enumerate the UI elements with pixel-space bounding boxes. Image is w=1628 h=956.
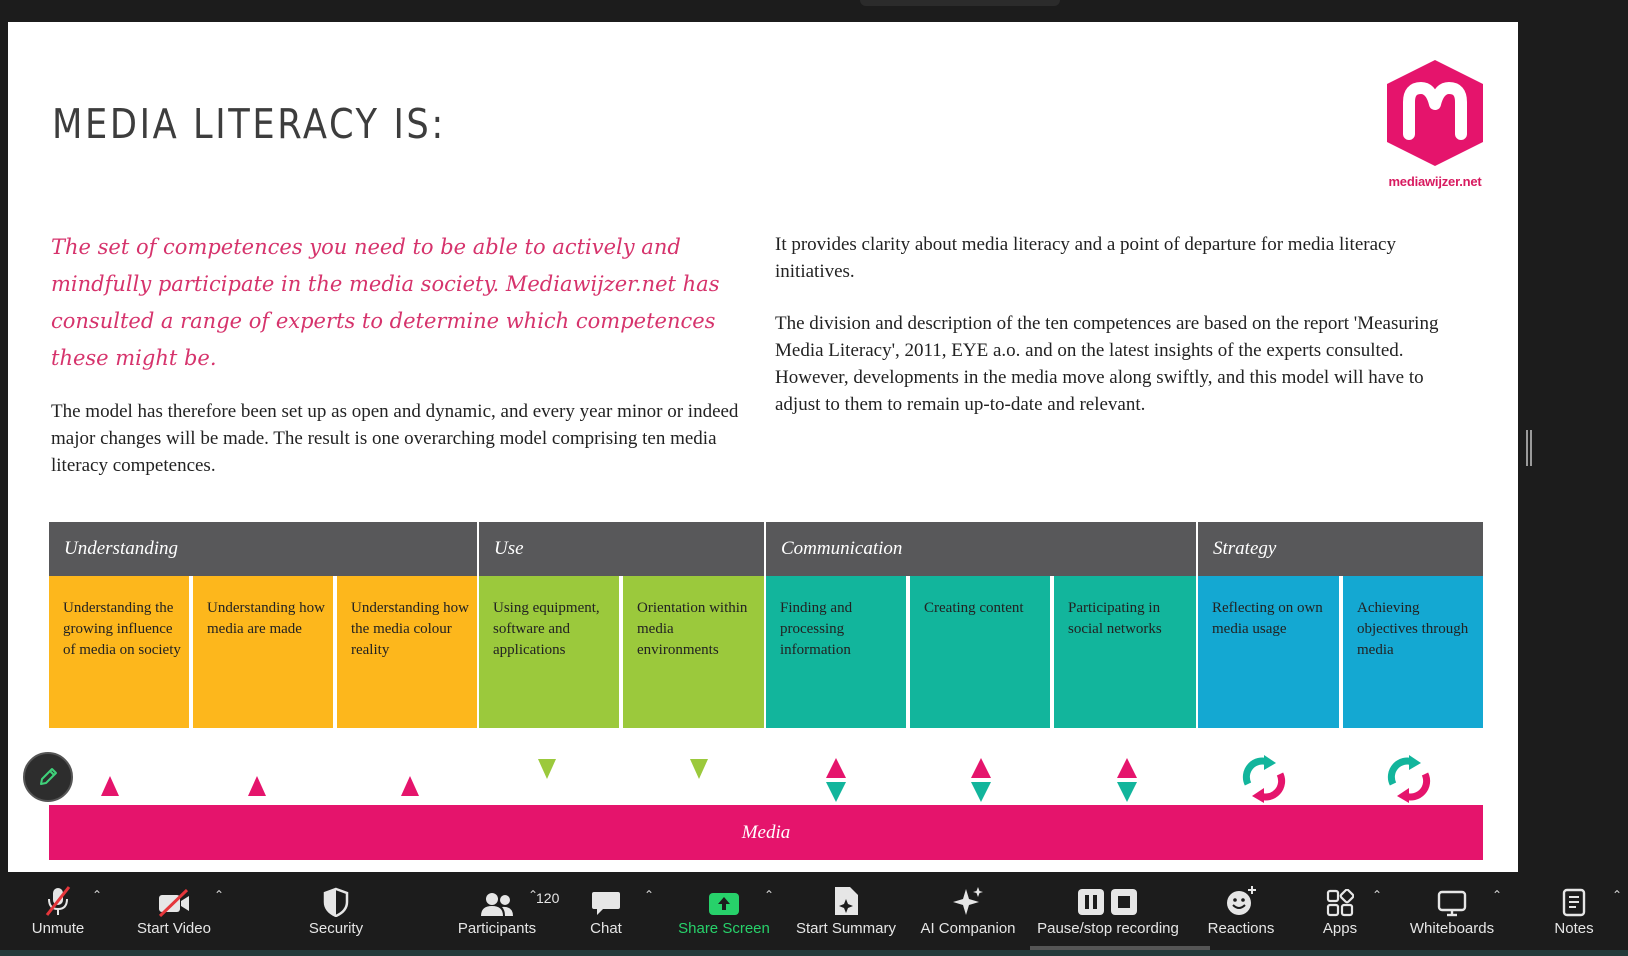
logo-text: mediawijzer.net — [1388, 174, 1482, 189]
shared-slide — [8, 22, 1518, 872]
bidirectional-arrow-icon — [1116, 757, 1138, 803]
competence-cell: Participating in social networks — [1054, 576, 1196, 728]
reactions-smiley-icon — [1225, 885, 1257, 917]
share-screen-label: Share Screen — [678, 920, 770, 937]
video-off-icon — [157, 889, 191, 917]
whiteboards-options-chevron-icon[interactable]: ⌃ — [1492, 888, 1503, 902]
share-screen-icon — [708, 891, 740, 917]
competence-cell: Understanding the growing influence of media on society — [49, 576, 189, 728]
competence-cell: Finding and processing information — [766, 576, 906, 728]
security-button[interactable] — [302, 878, 370, 946]
down-arrow-icon — [689, 758, 709, 780]
ai-companion-button[interactable] — [918, 878, 1018, 946]
mediawijzer-logo-icon — [1383, 58, 1487, 170]
notes-button[interactable] — [1552, 878, 1596, 946]
bottom-strip — [0, 950, 1628, 956]
share-screen-button[interactable] — [678, 878, 770, 946]
participants-options-chevron-icon[interactable]: ⌃ — [528, 888, 539, 902]
meeting-toolbar — [0, 872, 1628, 956]
body-text-right-2: The division and description of the ten competences are based on the report 'Measuring Media Literacy', 2011, EYE a.o. and on the latest insights of the experts consulted. However, developments in the media move along swiftly, and this model will have to adjust to them to remain up-to-date and relevant. — [775, 313, 1439, 415]
bidirectional-arrow-icon — [970, 757, 992, 803]
video-options-chevron-icon[interactable]: ⌃ — [214, 888, 225, 902]
competence-cell: Understanding how the media colour reality — [337, 576, 477, 728]
body-text-right-1: It provides clarity about media literacy and a point of departure for media literacy initiatives. — [775, 234, 1396, 282]
security-label: Security — [308, 920, 364, 937]
pause-stop-recording-label: Pause/stop recording — [1037, 920, 1179, 937]
reactions-button[interactable] — [1206, 878, 1276, 946]
sparkle-icon — [952, 885, 984, 917]
share-options-chevron-icon[interactable]: ⌃ — [764, 888, 775, 902]
notes-icon — [1561, 887, 1587, 917]
apps-options-chevron-icon[interactable]: ⌃ — [1372, 888, 1383, 902]
apps-button[interactable] — [1318, 878, 1362, 946]
window-top-notch — [860, 0, 1060, 6]
annotate-pen-button[interactable] — [23, 752, 73, 802]
mediawijzer-logo — [1380, 58, 1490, 189]
whiteboards-button[interactable] — [1406, 878, 1498, 946]
group-header-use: Use — [479, 522, 764, 576]
up-arrow-icon — [247, 775, 267, 797]
competence-cell: Understanding how media are made — [193, 576, 333, 728]
muted-microphone-icon — [43, 885, 73, 917]
unmute-label: Unmute — [31, 920, 85, 937]
competence-cell: Creating content — [910, 576, 1050, 728]
chat-options-chevron-icon[interactable]: ⌃ — [644, 888, 655, 902]
start-video-button[interactable] — [132, 878, 216, 946]
down-arrow-icon — [537, 758, 557, 780]
cycle-arrows-icon — [1240, 754, 1288, 804]
chat-button[interactable] — [586, 878, 626, 946]
participants-count-badge: 120 — [536, 890, 560, 906]
whiteboards-label: Whiteboards — [1409, 920, 1495, 937]
up-arrow-icon — [100, 775, 120, 797]
audio-options-chevron-icon[interactable]: ⌃ — [92, 888, 103, 902]
start-summary-label: Start Summary — [795, 920, 897, 937]
start-summary-button[interactable] — [794, 878, 898, 946]
chat-bubble-icon — [591, 889, 621, 917]
notes-label: Notes — [1554, 920, 1594, 937]
unmute-button[interactable] — [26, 878, 90, 946]
group-header-communication: Communication — [766, 522, 1196, 576]
pause-stop-recording-button[interactable] — [1034, 878, 1182, 946]
cycle-arrows-icon — [1385, 754, 1433, 804]
slide-title: MEDIA LITERACY IS: — [52, 100, 446, 148]
shield-icon — [322, 887, 350, 917]
competence-cell: Using equipment, software and applications — [479, 576, 619, 728]
group-header-understanding: Understanding — [49, 522, 477, 576]
apps-label: Apps — [1322, 920, 1358, 937]
group-header-strategy: Strategy — [1198, 522, 1483, 576]
panel-resize-handle[interactable] — [1526, 430, 1532, 466]
ai-companion-label: AI Companion — [920, 920, 1016, 937]
summary-document-icon — [832, 885, 860, 917]
bidirectional-arrow-icon — [825, 757, 847, 803]
body-text-left: The model has therefore been set up as open and dynamic, and every year minor or indeed major changes will be made. The result is one overarching model comprising ten media literacy competences. — [51, 401, 739, 476]
reactions-label: Reactions — [1207, 920, 1275, 937]
pencil-icon — [37, 766, 59, 788]
start-video-label: Start Video — [137, 920, 211, 937]
apps-icon — [1326, 889, 1354, 917]
up-arrow-icon — [400, 775, 420, 797]
competence-cell: Orientation within media environments — [623, 576, 764, 728]
chat-label: Chat — [590, 920, 622, 937]
more-options-chevron-icon[interactable]: ⌃ — [1612, 888, 1623, 902]
participants-icon — [480, 891, 514, 917]
competence-cell: Reflecting on own media usage — [1198, 576, 1339, 728]
competence-cell: Achieving objectives through media — [1343, 576, 1483, 728]
media-bar: Media — [49, 805, 1483, 860]
definition-quote: The set of competences you need to be able to actively and mindfully participate in the media society. Mediawijzer.net has consulted a range of experts to determine which competences these might be. — [51, 235, 720, 370]
whiteboard-icon — [1437, 889, 1467, 917]
pause-stop-icon — [1077, 887, 1139, 917]
participants-label: Participants — [457, 920, 537, 937]
